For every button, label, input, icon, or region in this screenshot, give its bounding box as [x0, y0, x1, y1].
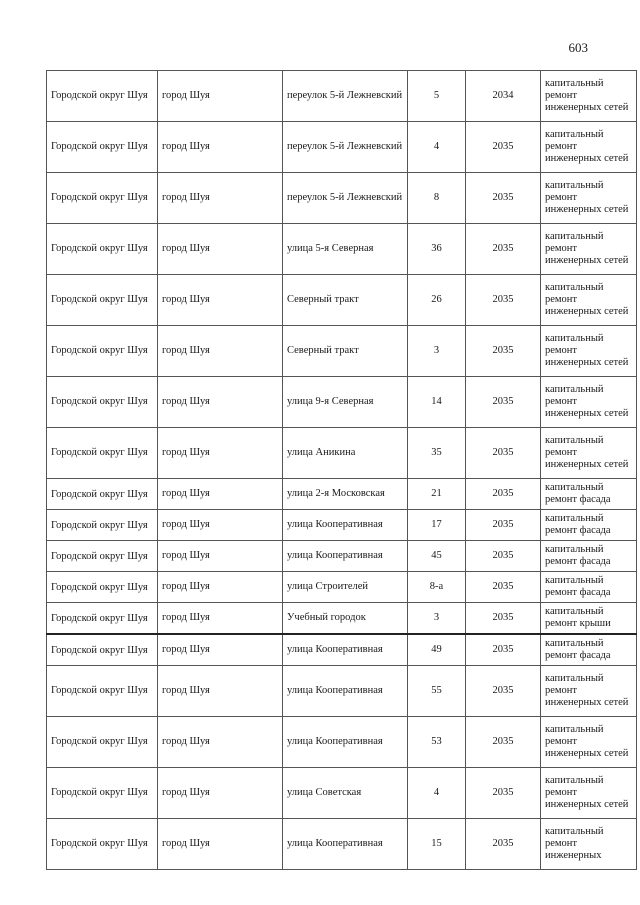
city-cell: город Шуя	[158, 819, 283, 870]
district-cell: Городской округ Шуя	[47, 634, 158, 666]
repair-schedule-table	[46, 70, 637, 870]
house-number-cell: 3	[408, 326, 466, 377]
street-cell: улица Кооперативная	[283, 717, 408, 768]
house-number-cell: 17	[408, 510, 466, 541]
city-cell: город Шуя	[158, 275, 283, 326]
year-cell: 2035	[466, 377, 541, 428]
table-row	[47, 634, 637, 666]
district-cell: Городской округ Шуя	[47, 717, 158, 768]
street-cell: переулок 5-й Лежневский	[283, 173, 408, 224]
year-cell: 2035	[466, 541, 541, 572]
work-type-cell: капитальный ремонт фасада	[541, 634, 637, 666]
district-cell: Городской округ Шуя	[47, 666, 158, 717]
city-cell: город Шуя	[158, 122, 283, 173]
work-type-cell: капитальный ремонт инженерных сетей	[541, 326, 637, 377]
page-number: 603	[568, 40, 588, 55]
district-cell: Городской округ Шуя	[47, 510, 158, 541]
district-cell: Городской округ Шуя	[47, 541, 158, 572]
house-number-cell: 26	[408, 275, 466, 326]
house-number-cell: 36	[408, 224, 466, 275]
district-cell: Городской округ Шуя	[47, 428, 158, 479]
house-number-cell: 3	[408, 603, 466, 635]
year-cell: 2035	[466, 717, 541, 768]
street-cell: Северный тракт	[283, 326, 408, 377]
table-row	[47, 717, 637, 768]
street-cell: улица Кооперативная	[283, 666, 408, 717]
work-type-cell: капитальный ремонт инженерных сетей	[541, 122, 637, 173]
city-cell: город Шуя	[158, 71, 283, 122]
work-type-cell: капитальный ремонт фасада	[541, 572, 637, 603]
house-number-cell: 21	[408, 479, 466, 510]
city-cell: город Шуя	[158, 326, 283, 377]
work-type-cell: капитальный ремонт инженерных сетей	[541, 173, 637, 224]
district-cell: Городской округ Шуя	[47, 275, 158, 326]
street-cell: переулок 5-й Лежневский	[283, 71, 408, 122]
table-row	[47, 275, 637, 326]
table-row	[47, 541, 637, 572]
house-number-cell: 55	[408, 666, 466, 717]
street-cell: улица Кооперативная	[283, 541, 408, 572]
year-cell: 2035	[466, 122, 541, 173]
district-cell: Городской округ Шуя	[47, 224, 158, 275]
street-cell: улица Аникина	[283, 428, 408, 479]
year-cell: 2035	[466, 819, 541, 870]
house-number-cell: 15	[408, 819, 466, 870]
city-cell: город Шуя	[158, 173, 283, 224]
city-cell: город Шуя	[158, 224, 283, 275]
city-cell: город Шуя	[158, 541, 283, 572]
street-cell: Северный тракт	[283, 275, 408, 326]
house-number-cell: 14	[408, 377, 466, 428]
work-type-cell: капитальный ремонт фасада	[541, 541, 637, 572]
city-cell: город Шуя	[158, 572, 283, 603]
city-cell: город Шуя	[158, 666, 283, 717]
year-cell: 2035	[466, 326, 541, 377]
year-cell: 2035	[466, 173, 541, 224]
district-cell: Городской округ Шуя	[47, 173, 158, 224]
street-cell: Учебный городок	[283, 603, 408, 635]
work-type-cell: капитальный ремонт инженерных сетей	[541, 275, 637, 326]
city-cell: город Шуя	[158, 634, 283, 666]
table-row	[47, 768, 637, 819]
house-number-cell: 5	[408, 71, 466, 122]
table-row	[47, 572, 637, 603]
table-body	[47, 71, 637, 870]
house-number-cell: 8	[408, 173, 466, 224]
work-type-cell: капитальный ремонт инженерных сетей	[541, 768, 637, 819]
year-cell: 2035	[466, 572, 541, 603]
city-cell: город Шуя	[158, 510, 283, 541]
table-row	[47, 819, 637, 870]
table-row	[47, 122, 637, 173]
table-row	[47, 428, 637, 479]
district-cell: Городской округ Шуя	[47, 603, 158, 635]
district-cell: Городской округ Шуя	[47, 71, 158, 122]
year-cell: 2035	[466, 768, 541, 819]
street-cell: улица Советская	[283, 768, 408, 819]
house-number-cell: 35	[408, 428, 466, 479]
city-cell: город Шуя	[158, 768, 283, 819]
table-row	[47, 173, 637, 224]
house-number-cell: 45	[408, 541, 466, 572]
house-number-cell: 4	[408, 768, 466, 819]
district-cell: Городской округ Шуя	[47, 377, 158, 428]
city-cell: город Шуя	[158, 717, 283, 768]
table-row	[47, 666, 637, 717]
house-number-cell: 53	[408, 717, 466, 768]
year-cell: 2035	[466, 275, 541, 326]
street-cell: улица Кооперативная	[283, 634, 408, 666]
year-cell: 2035	[466, 603, 541, 635]
work-type-cell: капитальный ремонт фасада	[541, 479, 637, 510]
table-row	[47, 71, 637, 122]
work-type-cell: капитальный ремонт инженерных	[541, 819, 637, 870]
street-cell: переулок 5-й Лежневский	[283, 122, 408, 173]
table-row	[47, 377, 637, 428]
year-cell: 2035	[466, 224, 541, 275]
street-cell: улица 5-я Северная	[283, 224, 408, 275]
district-cell: Городской округ Шуя	[47, 479, 158, 510]
district-cell: Городской округ Шуя	[47, 572, 158, 603]
year-cell: 2035	[466, 666, 541, 717]
city-cell: город Шуя	[158, 428, 283, 479]
work-type-cell: капитальный ремонт инженерных сетей	[541, 428, 637, 479]
table-row	[47, 510, 637, 541]
district-cell: Городской округ Шуя	[47, 819, 158, 870]
street-cell: улица Кооперативная	[283, 510, 408, 541]
work-type-cell: капитальный ремонт инженерных сетей	[541, 71, 637, 122]
table-row	[47, 224, 637, 275]
street-cell: улица Строителей	[283, 572, 408, 603]
district-cell: Городской округ Шуя	[47, 768, 158, 819]
street-cell: улица Кооперативная	[283, 819, 408, 870]
work-type-cell: капитальный ремонт инженерных сетей	[541, 666, 637, 717]
house-number-cell: 4	[408, 122, 466, 173]
district-cell: Городской округ Шуя	[47, 326, 158, 377]
table-row	[47, 603, 637, 635]
work-type-cell: капитальный ремонт инженерных сетей	[541, 717, 637, 768]
district-cell: Городской округ Шуя	[47, 122, 158, 173]
year-cell: 2034	[466, 71, 541, 122]
city-cell: город Шуя	[158, 479, 283, 510]
street-cell: улица 2-я Московская	[283, 479, 408, 510]
year-cell: 2035	[466, 634, 541, 666]
year-cell: 2035	[466, 479, 541, 510]
work-type-cell: капитальный ремонт фасада	[541, 510, 637, 541]
table-row	[47, 479, 637, 510]
year-cell: 2035	[466, 510, 541, 541]
work-type-cell: капитальный ремонт инженерных сетей	[541, 224, 637, 275]
city-cell: город Шуя	[158, 377, 283, 428]
street-cell: улица 9-я Северная	[283, 377, 408, 428]
work-type-cell: капитальный ремонт крыши	[541, 603, 637, 635]
house-number-cell: 49	[408, 634, 466, 666]
house-number-cell: 8-а	[408, 572, 466, 603]
work-type-cell: капитальный ремонт инженерных сетей	[541, 377, 637, 428]
year-cell: 2035	[466, 428, 541, 479]
table-row	[47, 326, 637, 377]
city-cell: город Шуя	[158, 603, 283, 635]
